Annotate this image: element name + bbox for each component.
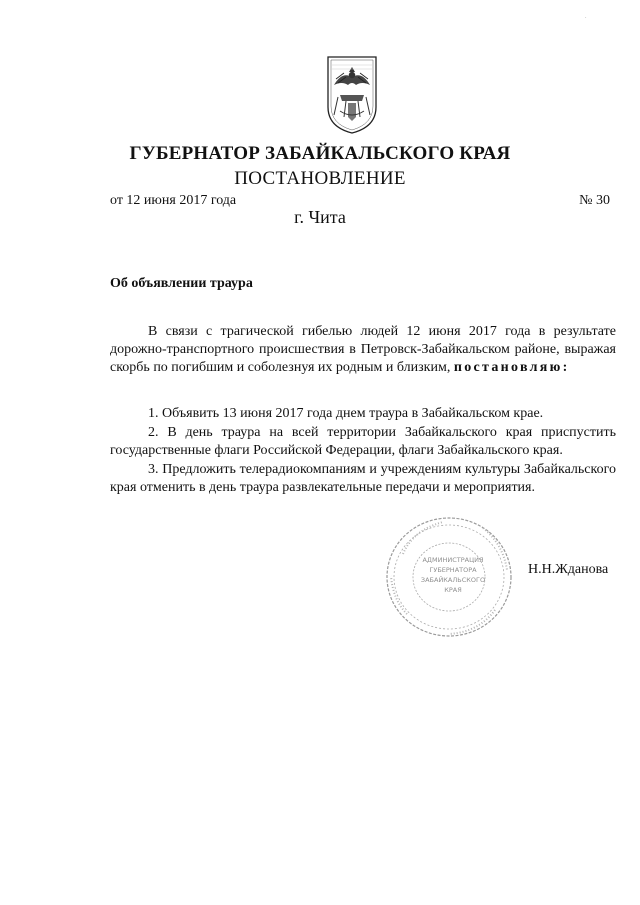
document-subject: Об объявлении траура <box>110 276 253 291</box>
decree-item-2: 2. В день траура на всей территории Забайкальского края приспустить государственные флаги Российской Федерации, флаги Забайкальского края. <box>110 425 616 458</box>
intro-text: В связи с трагической гибелью людей 12 июня 2017 года в результате дорожно-транспортного происшествия в Петровск-Забайкальском районе, выражая скорбь по погибшим и соболезнуя их родным и близким, <box>110 324 616 375</box>
decree-item-3: 3. Предложить телерадиокомпаниям и учреждениям культуры Забайкальского края отменить в день траура развлекательные передачи и мероприятия. <box>110 462 616 495</box>
decree-item-1: 1. Объявить 13 июня 2017 года днем траура в Забайкальском крае. <box>148 406 544 421</box>
signer-name: Н.Н.Жданова <box>528 562 609 577</box>
document-type: ПОСТАНОВЛЕНИЕ <box>234 168 406 189</box>
document-date: от 12 июня 2017 года <box>110 193 237 208</box>
stamp-line-3: ЗАБАЙКАЛЬСКОГО <box>420 576 486 584</box>
official-stamp-icon <box>383 514 515 640</box>
document-city: г. Чита <box>294 207 346 227</box>
decree-word: постановляю: <box>453 360 570 375</box>
issuing-authority: ГУБЕРНАТОР ЗАБАЙКАЛЬСКОГО КРАЯ <box>129 143 511 164</box>
stamp-line-2: ГУБЕРНАТОРА <box>429 566 477 574</box>
document-number: № 30 <box>579 193 610 208</box>
stamp-line-4: КРАЯ <box>444 586 462 594</box>
coat-of-arms-icon <box>326 55 378 135</box>
stamp-line-1: АДМИНИСТРАЦИЯ <box>422 556 484 564</box>
corner-mark: . <box>585 14 587 20</box>
intro-paragraph <box>110 323 616 377</box>
